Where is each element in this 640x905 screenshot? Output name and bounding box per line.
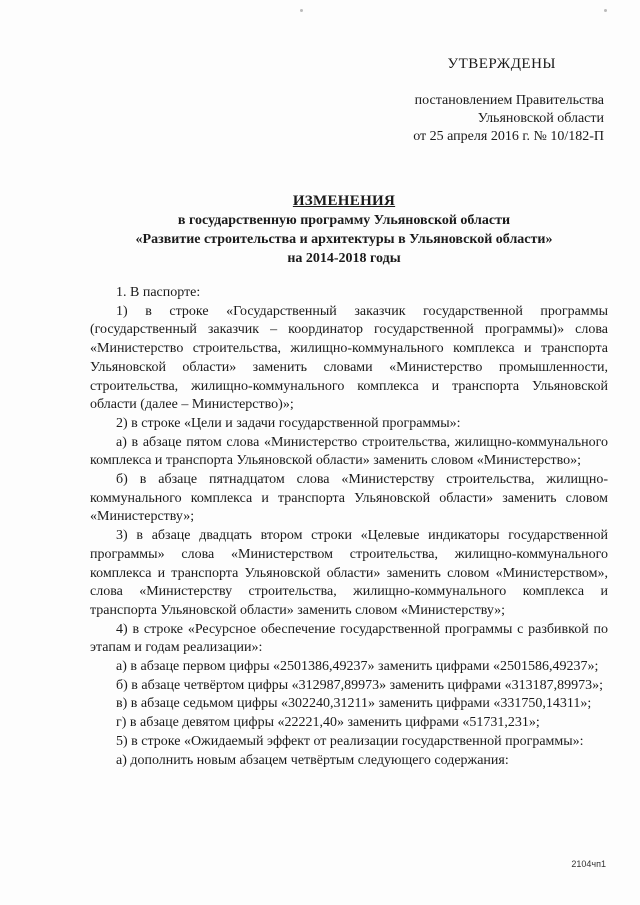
title-line: «Развитие строительства и архитектуры в Ульяновской области» [135, 232, 553, 247]
paragraph: б) в абзаце четвёртом цифры «312987,89973» заменить цифрами «313187,89973»; [116, 677, 603, 693]
paragraph: б) в абзаце пятнадцатом слова «Министерству строительства, жилищно-коммунального комплекса и транспорта Ульяновской области» заменить словом «Министерству»; [90, 472, 608, 525]
paragraph: в) в абзаце седьмом цифры «302240,31211» заменить цифрами «331750,14311»; [116, 696, 592, 712]
paragraph: 4) в строке «Ресурсное обеспечение государственной программы с разбивкой по этапам и годам реализации»: [90, 621, 608, 656]
document-code: 2104чп1 [571, 859, 606, 869]
paragraph: а) дополнить новым абзацем четвёртым следующего содержания: [116, 752, 509, 768]
title-line: на 2014-2018 годы [287, 251, 401, 266]
paragraph: 3) в абзаце двадцать втором строки «Целевые индикаторы государственной программы» слова «Министерством строительства, жилищно-коммунального комплекса и транспорта Ульяновской области» заменить словом «Министерством», слова «Министерству строительства, жилищно-коммунального комплекса и транспорта Ульяновской области» заменить словом «Министерству»; [90, 528, 608, 618]
decree-reference [344, 92, 604, 146]
document-title [86, 192, 602, 268]
paragraph: г) в абзаце девятом цифры «22221,40» заменить цифрами «51731,231»; [116, 715, 540, 731]
decree-line: Ульяновской области [477, 111, 604, 126]
decree-line: постановлением Правительства [414, 93, 604, 108]
paragraph: а) в абзаце пятом слова «Министерство строительства, жилищно-коммунального комплекса и транспорта Ульяновской области» заменить словом «Министерство»; [90, 434, 608, 469]
title-line: в государственную программу Ульяновской области [177, 213, 511, 228]
title-main: ИЗМЕНЕНИЯ [292, 193, 396, 209]
paragraph: 5) в строке «Ожидаемый эффект от реализации государственной программы»: [116, 733, 584, 749]
paragraph: 1. В паспорте: [116, 285, 201, 300]
scan-speck [300, 9, 303, 12]
paragraph: 1) в строке «Государственный заказчик государственной программы (государственный заказчик – координатор государственной программы)» слова «Министерство строительства, жилищно-коммунального комплекса и транспорта Ульяновской области» заменить словами «Министерство промышленности, строительства, жилищно-коммунального комплекса и транспорта Ульяновской области (далее – Министерство)»; [90, 303, 608, 413]
approval-stamp: УТВЕРЖДЕНЫ [447, 56, 556, 72]
paragraph: 2) в строке «Цели и задачи государственной программы»: [116, 415, 461, 431]
scan-speck [604, 9, 607, 12]
document-body [90, 284, 608, 770]
paragraph: а) в абзаце первом цифры «2501386,49237» заменить цифрами «2501586,49237»; [116, 659, 599, 675]
decree-line: от 25 апреля 2016 г. № 10/182-П [413, 129, 604, 144]
